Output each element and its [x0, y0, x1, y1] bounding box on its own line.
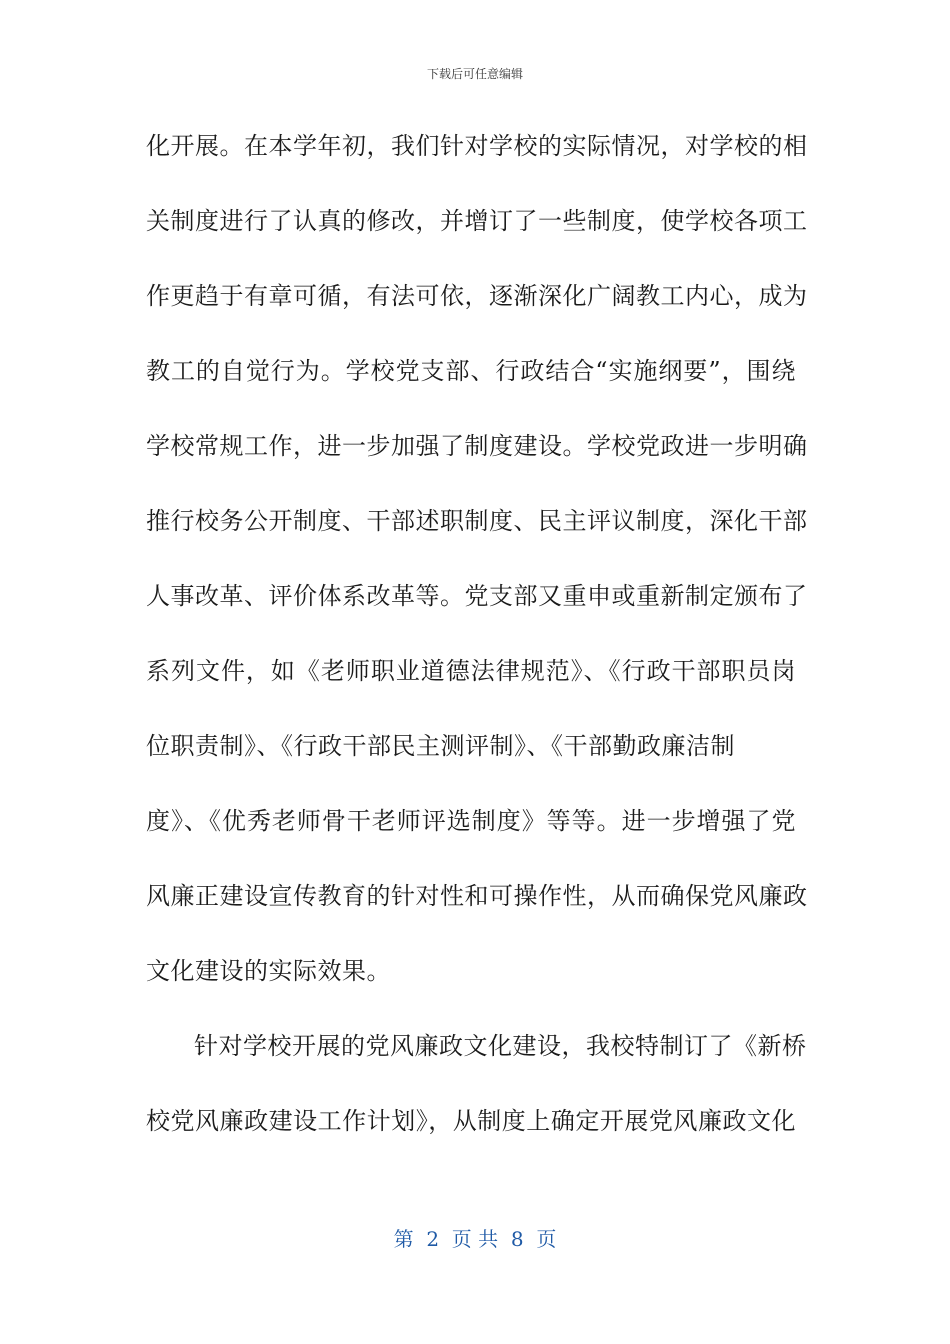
body-line: 人事改革、评价体系改革等。党支部又重申或重新制定颁布了 — [146, 582, 808, 610]
paragraph-first-line: 针对学校开展的党风廉政文化建设，我校特制订了《新桥 — [194, 1032, 807, 1060]
body-line: 校党风廉政建设工作计划》，从制度上确定开展党风廉政文化 — [146, 1107, 796, 1135]
page-number: 第 2 页 共 8 页 — [393, 1227, 557, 1251]
body-line: 作更趋于有章可循，有法可依，逐渐深化广阔教工内心，成为 — [146, 282, 808, 310]
document-body — [146, 124, 808, 1174]
body-line: 位职责制》、《行政干部民主测评制》、《干部勤政廉洁制 — [146, 732, 735, 760]
body-line: 推行校务公开制度、干部述职制度、民主评议制度，深化干部 — [146, 507, 808, 535]
body-line: 教工的自觉行为。学校党支部、行政结合“实施纲要”，围绕 — [146, 357, 796, 385]
page-header-note: 下载后可任意编辑 — [426, 67, 523, 81]
body-line: 度》、《优秀老师骨干老师评选制度》等等。进一步增强了党 — [146, 807, 796, 835]
body-line: 系列文件，如《老师职业道德法律规范》、《行政干部职员岗 — [146, 657, 796, 685]
body-line: 关制度进行了认真的修改，并增订了一些制度，使学校各项工 — [146, 207, 808, 235]
body-line: 学校常规工作，进一步加强了制度建设。学校党政进一步明确 — [146, 432, 808, 460]
body-line: 文化建设的实际效果。 — [146, 957, 391, 985]
body-line: 化开展。在本学年初，我们针对学校的实际情况，对学校的相 — [146, 132, 808, 160]
body-line: 风廉正建设宣传教育的针对性和可操作性，从而确保党风廉政 — [146, 882, 808, 910]
